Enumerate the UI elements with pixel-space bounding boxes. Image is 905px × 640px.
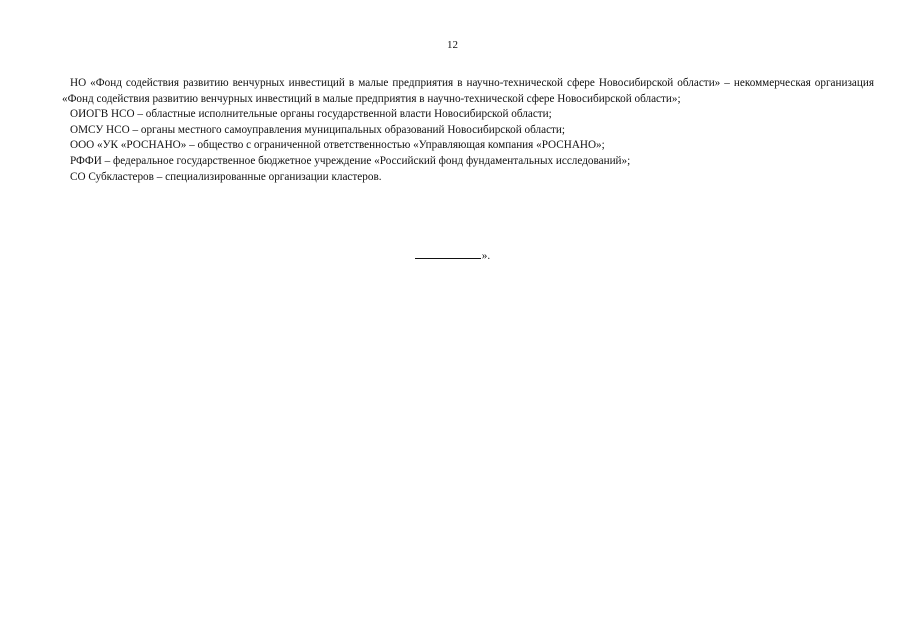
separator-rule <box>415 249 481 259</box>
closing-quote: ». <box>481 250 491 262</box>
page-number: 12 <box>447 39 458 51</box>
definition-paragraph: РФФИ – федеральное государственное бюджетное учреждение «Российский фонд фундаментальных исследований»; <box>70 154 631 167</box>
definition-paragraph: НО «Фонд содействия развитию венчурных инвестиций в малые предприятия в научно-технической сфере Новосибирской области» – некоммерческая организация «Фонд содействия развитию венчурных инвестиций в малые предприятия в научно-технической сфере Новосибирской области»; <box>62 77 874 105</box>
abbreviations-list <box>62 76 874 185</box>
definition-paragraph: ОМСУ НСО – органы местного самоуправления муниципальных образований Новосибирской области; <box>70 123 566 136</box>
definition-paragraph: СО Субкластеров – специализированные организации кластеров. <box>70 170 382 183</box>
closing-line <box>0 249 905 262</box>
definition-paragraph: ОИОГВ НСО – областные исполнительные органы государственной власти Новосибирской области; <box>70 108 552 121</box>
definition-paragraph: ООО «УК «РОСНАНО» – общество с ограниченной ответственностью «Управляющая компания «РОСНАНО»; <box>70 139 605 152</box>
